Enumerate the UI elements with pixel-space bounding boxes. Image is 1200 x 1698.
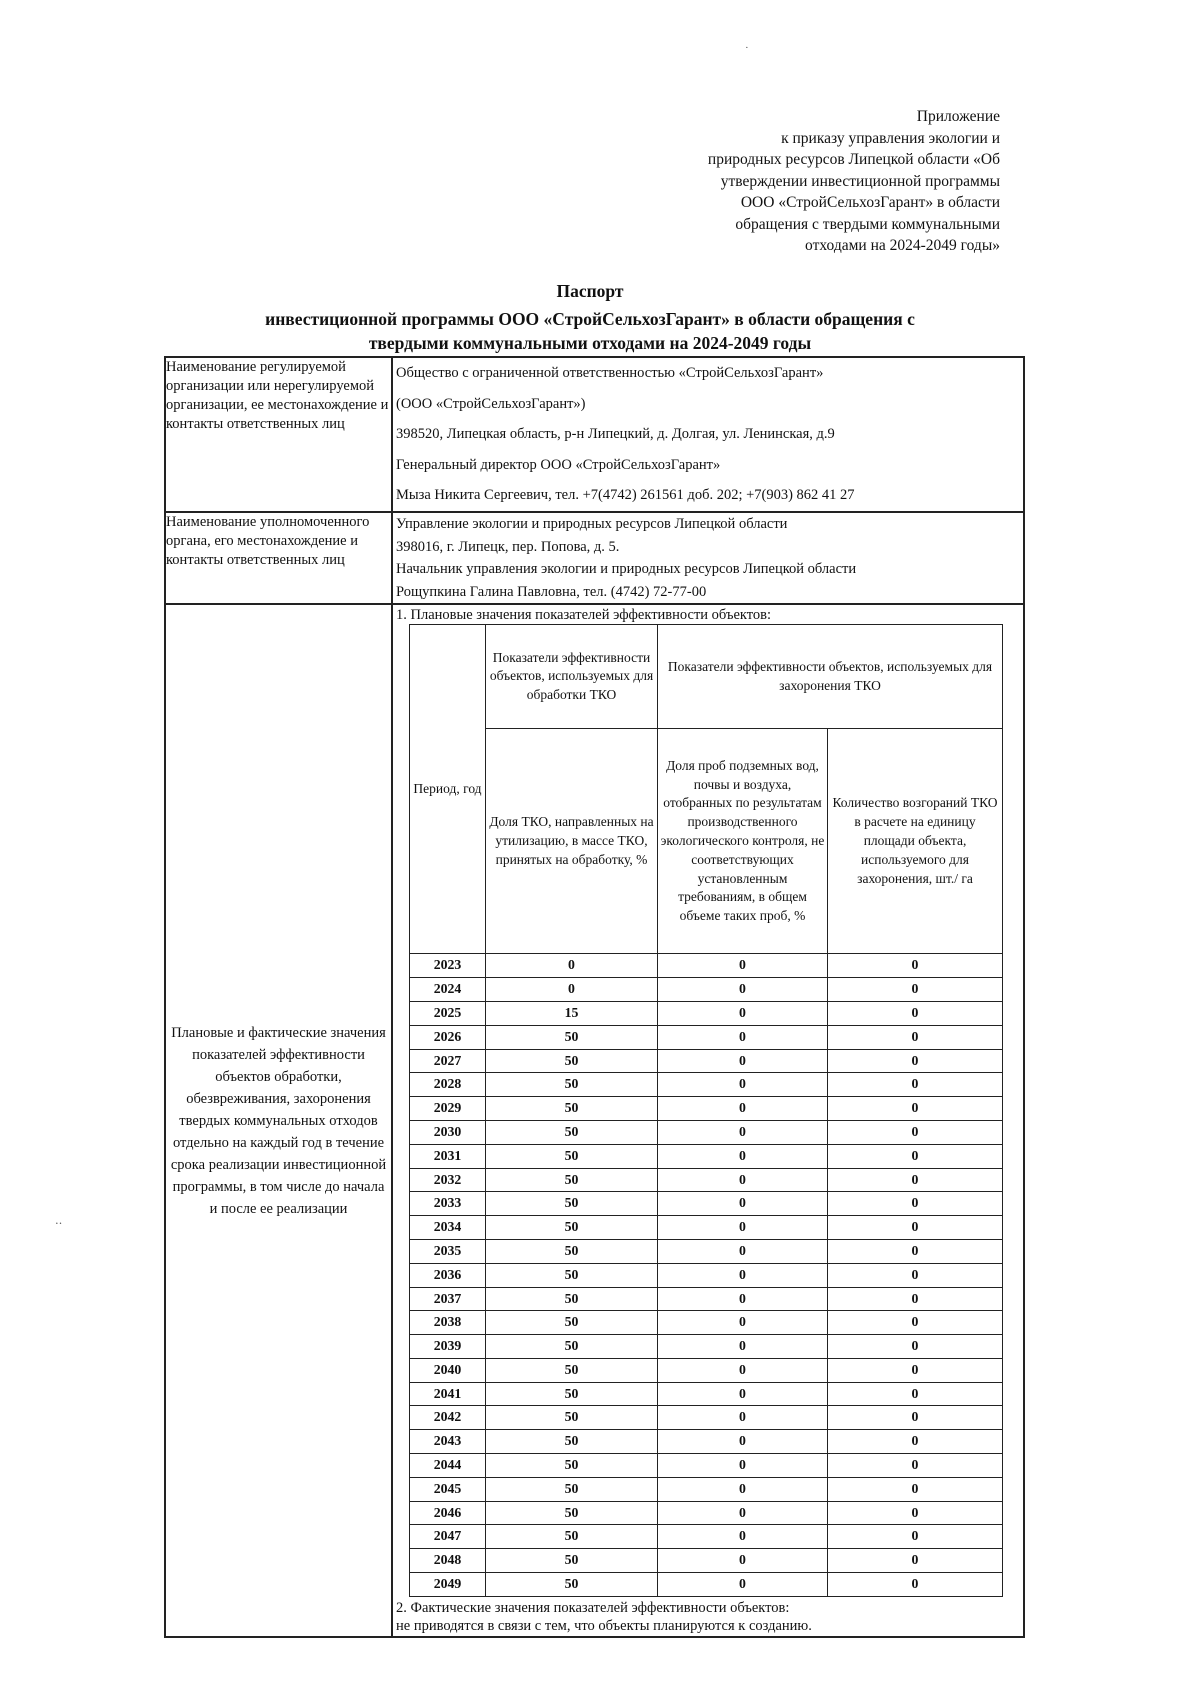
samples-share-cell: 0: [658, 1097, 828, 1121]
samples-share-cell: 0: [658, 1120, 828, 1144]
authority-row: [165, 512, 1024, 604]
year-cell: 2040: [410, 1358, 486, 1382]
year-cell: 2029: [410, 1097, 486, 1121]
appendix-line: обращения с твердыми коммунальными: [735, 215, 1000, 233]
indicator-row: [410, 1287, 1003, 1311]
document-subtitle-line-2: твердыми коммунальными отходами на 2024-2049 годы: [368, 333, 812, 353]
fires-count-cell: 0: [828, 1001, 1003, 1025]
recycled-share-cell: 50: [486, 1049, 658, 1073]
samples-share-cell: 0: [658, 1335, 828, 1359]
appendix-line: природных ресурсов Липецкой области «Об: [707, 151, 1000, 168]
indicator-row: [410, 1120, 1003, 1144]
samples-share-cell: 0: [658, 1239, 828, 1263]
authority-values: [392, 512, 1024, 604]
value-line: Общество с ограниченной ответственностью «СтройСельхозГарант»: [396, 365, 824, 381]
year-cell: 2048: [410, 1549, 486, 1573]
samples-share-cell: 0: [658, 1549, 828, 1573]
section-1-heading: 1. Плановые значения показателей эффективности объектов:: [396, 607, 772, 624]
header-burial-group: Показатели эффективности объектов, используемых для захоронения ТКО: [658, 625, 1003, 729]
value-line: Начальник управления экологии и природных ресурсов Липецкой области: [396, 561, 857, 578]
organization-label: Наименование регулируемой организации или нерегулируемой организации, ее местонахождение и контакты ответственных лиц: [165, 357, 392, 512]
header-row: [410, 729, 1003, 954]
header-recycled-share: Доля ТКО, направленных на утилизацию, в массе ТКО, принятых на обработку, %: [486, 729, 658, 954]
year-cell: 2037: [410, 1287, 486, 1311]
recycled-share-cell: 50: [486, 1073, 658, 1097]
recycled-share-cell: 50: [486, 1287, 658, 1311]
indicator-row: [410, 1263, 1003, 1287]
appendix-line: ООО «СтройСельхозГарант» в области: [740, 194, 1000, 211]
year-cell: 2035: [410, 1239, 486, 1263]
indicators-content: [392, 604, 1024, 1637]
recycled-share-cell: 50: [486, 1192, 658, 1216]
value-line: 398016, г. Липецк, пер. Попова, д. 5.: [396, 538, 620, 555]
indicator-row: [410, 1335, 1003, 1359]
samples-share-cell: 0: [658, 1454, 828, 1478]
appendix-line: утверждении инвестиционной программы: [720, 172, 1000, 190]
recycled-share-cell: 50: [486, 1525, 658, 1549]
indicator-row: [410, 1025, 1003, 1049]
fires-count-cell: 0: [828, 1073, 1003, 1097]
indicator-row: [410, 1549, 1003, 1573]
section-2-note: не приводятся в связи с тем, что объекты планируются к созданию.: [396, 1618, 812, 1635]
recycled-share-cell: 50: [486, 1406, 658, 1430]
recycled-share-cell: 50: [486, 1144, 658, 1168]
recycled-share-cell: 50: [486, 1025, 658, 1049]
indicator-row: [410, 1406, 1003, 1430]
indicator-row: [410, 954, 1003, 978]
year-cell: 2030: [410, 1120, 486, 1144]
samples-share-cell: 0: [658, 1501, 828, 1525]
year-cell: 2039: [410, 1335, 486, 1359]
samples-share-cell: 0: [658, 954, 828, 978]
recycled-share-cell: 50: [486, 1573, 658, 1597]
samples-share-cell: 0: [658, 1358, 828, 1382]
indicators-row: [165, 604, 1024, 1637]
year-cell: 2049: [410, 1573, 486, 1597]
appendix-line: Приложение: [916, 108, 1000, 125]
indicator-row: [410, 1525, 1003, 1549]
fires-count-cell: 0: [828, 1335, 1003, 1359]
header-row: [410, 625, 1003, 729]
indicator-row: [410, 1001, 1003, 1025]
samples-share-cell: 0: [658, 1025, 828, 1049]
fires-count-cell: 0: [828, 1025, 1003, 1049]
samples-share-cell: 0: [658, 1525, 828, 1549]
indicator-row: [410, 1477, 1003, 1501]
header-fires-count: Количество возгораний ТКО в расчете на единицу площади объекта, используемого для захоронения, шт./ га: [828, 729, 1003, 954]
fires-count-cell: 0: [828, 954, 1003, 978]
year-cell: 2025: [410, 1001, 486, 1025]
recycled-share-cell: 15: [486, 1001, 658, 1025]
fires-count-cell: 0: [828, 1549, 1003, 1573]
year-cell: 2045: [410, 1477, 486, 1501]
authority-label: Наименование уполномоченного органа, его местонахождение и контакты ответственных лиц: [165, 512, 392, 604]
year-cell: 2034: [410, 1216, 486, 1240]
year-cell: 2043: [410, 1430, 486, 1454]
fires-count-cell: 0: [828, 1454, 1003, 1478]
recycled-share-cell: 50: [486, 1263, 658, 1287]
year-cell: 2036: [410, 1263, 486, 1287]
value-line: Управление экологии и природных ресурсов Липецкой области: [396, 515, 788, 532]
scan-speck: ‥: [55, 1215, 63, 1227]
samples-share-cell: 0: [658, 1144, 828, 1168]
samples-share-cell: 0: [658, 1406, 828, 1430]
organization-row: [165, 357, 1024, 512]
recycled-share-cell: 50: [486, 1097, 658, 1121]
recycled-share-cell: 50: [486, 1168, 658, 1192]
recycled-share-cell: 50: [486, 1477, 658, 1501]
year-cell: 2027: [410, 1049, 486, 1073]
samples-share-cell: 0: [658, 978, 828, 1002]
indicator-row: [410, 1239, 1003, 1263]
section-2-heading: 2. Фактические значения показателей эффективности объектов:: [396, 1599, 790, 1616]
samples-share-cell: 0: [658, 1192, 828, 1216]
recycled-share-cell: 50: [486, 1239, 658, 1263]
recycled-share-cell: 50: [486, 1382, 658, 1406]
samples-share-cell: 0: [658, 1263, 828, 1287]
samples-share-cell: 0: [658, 1573, 828, 1597]
indicator-row: [410, 1382, 1003, 1406]
year-cell: 2041: [410, 1382, 486, 1406]
indicator-row: [410, 978, 1003, 1002]
fires-count-cell: 0: [828, 1358, 1003, 1382]
recycled-share-cell: 50: [486, 1501, 658, 1525]
indicator-row: [410, 1573, 1003, 1597]
samples-share-cell: 0: [658, 1168, 828, 1192]
indicator-row: [410, 1216, 1003, 1240]
header-processing-group: Показатели эффективности объектов, используемых для обработки ТКО: [486, 625, 658, 729]
indicator-row: [410, 1097, 1003, 1121]
samples-share-cell: 0: [658, 1073, 828, 1097]
indicators-table: [409, 624, 1003, 1597]
header-samples-share: Доля проб подземных вод, почвы и воздуха, отобранных по результатам производственного экологического контроля, не соответствующих установленным требованиям, в общем объеме таких проб, %: [658, 729, 828, 954]
fires-count-cell: 0: [828, 1120, 1003, 1144]
year-cell: 2042: [410, 1406, 486, 1430]
recycled-share-cell: 50: [486, 1120, 658, 1144]
appendix-block: [600, 106, 1000, 257]
recycled-share-cell: 50: [486, 1549, 658, 1573]
fires-count-cell: 0: [828, 1192, 1003, 1216]
indicator-row: [410, 1168, 1003, 1192]
fires-count-cell: 0: [828, 1216, 1003, 1240]
recycled-share-cell: 50: [486, 1430, 658, 1454]
recycled-share-cell: 50: [486, 1216, 658, 1240]
samples-share-cell: 0: [658, 1287, 828, 1311]
fires-count-cell: 0: [828, 1525, 1003, 1549]
indicator-row: [410, 1501, 1003, 1525]
indicator-row: [410, 1430, 1003, 1454]
indicator-row: [410, 1192, 1003, 1216]
fires-count-cell: 0: [828, 1049, 1003, 1073]
fires-count-cell: 0: [828, 1097, 1003, 1121]
indicator-row: [410, 1073, 1003, 1097]
fires-count-cell: 0: [828, 1430, 1003, 1454]
year-cell: 2026: [410, 1025, 486, 1049]
document-subtitle-line-1: инвестиционной программы ООО «СтройСельхозГарант» в области обращения с: [265, 309, 915, 329]
recycled-share-cell: 0: [486, 954, 658, 978]
indicator-row: [410, 1049, 1003, 1073]
recycled-share-cell: 50: [486, 1311, 658, 1335]
header-period: Период, год: [410, 625, 486, 954]
indicator-row: [410, 1144, 1003, 1168]
year-cell: 2028: [410, 1073, 486, 1097]
appendix-line: к приказу управления экологии и: [781, 129, 1000, 147]
samples-share-cell: 0: [658, 1216, 828, 1240]
fires-count-cell: 0: [828, 1144, 1003, 1168]
scan-speck: ·: [745, 42, 749, 54]
recycled-share-cell: 50: [486, 1358, 658, 1382]
fires-count-cell: 0: [828, 978, 1003, 1002]
indicator-row: [410, 1454, 1003, 1478]
samples-share-cell: 0: [658, 1382, 828, 1406]
passport-table: [164, 356, 1025, 1638]
fires-count-cell: 0: [828, 1501, 1003, 1525]
year-cell: 2031: [410, 1144, 486, 1168]
year-cell: 2033: [410, 1192, 486, 1216]
fires-count-cell: 0: [828, 1168, 1003, 1192]
samples-share-cell: 0: [658, 1049, 828, 1073]
organization-values: [392, 357, 1024, 512]
appendix-line: отходами на 2024-2049 годы»: [805, 237, 1000, 254]
recycled-share-cell: 50: [486, 1454, 658, 1478]
fires-count-cell: 0: [828, 1239, 1003, 1263]
value-line: (ООО «СтройСельхозГарант»): [396, 395, 586, 412]
fires-count-cell: 0: [828, 1382, 1003, 1406]
fires-count-cell: 0: [828, 1263, 1003, 1287]
year-cell: 2038: [410, 1311, 486, 1335]
samples-share-cell: 0: [658, 1311, 828, 1335]
fires-count-cell: 0: [828, 1311, 1003, 1335]
year-cell: 2046: [410, 1501, 486, 1525]
value-line: Рощупкина Галина Павловна, тел. (4742) 72-77-00: [396, 583, 707, 600]
indicators-label: Плановые и фактические значения показателей эффективности объектов обработки, обезвреживания, захоронения твердых коммунальных отходов отдельно на каждый год в течение срока реализации инвестиционной программы, в том числе до начала и после ее реализации: [165, 604, 392, 1637]
indicator-row: [410, 1311, 1003, 1335]
fires-count-cell: 0: [828, 1287, 1003, 1311]
samples-share-cell: 0: [658, 1430, 828, 1454]
indicator-row: [410, 1358, 1003, 1382]
fires-count-cell: 0: [828, 1573, 1003, 1597]
fires-count-cell: 0: [828, 1406, 1003, 1430]
year-cell: 2024: [410, 978, 486, 1002]
fires-count-cell: 0: [828, 1477, 1003, 1501]
value-line: Генеральный директор ООО «СтройСельхозГарант»: [396, 456, 721, 473]
year-cell: 2032: [410, 1168, 486, 1192]
value-line: Мыза Никита Сергеевич, тел. +7(4742) 261561 доб. 202; +7(903) 862 41 27: [396, 487, 855, 504]
samples-share-cell: 0: [658, 1477, 828, 1501]
samples-share-cell: 0: [658, 1001, 828, 1025]
year-cell: 2047: [410, 1525, 486, 1549]
recycled-share-cell: 50: [486, 1335, 658, 1359]
year-cell: 2044: [410, 1454, 486, 1478]
recycled-share-cell: 0: [486, 978, 658, 1002]
document-title: Паспорт: [556, 281, 624, 301]
year-cell: 2023: [410, 954, 486, 978]
value-line: 398520, Липецкая область, р-н Липецкий, д. Долгая, ул. Ленинская, д.9: [396, 426, 835, 443]
